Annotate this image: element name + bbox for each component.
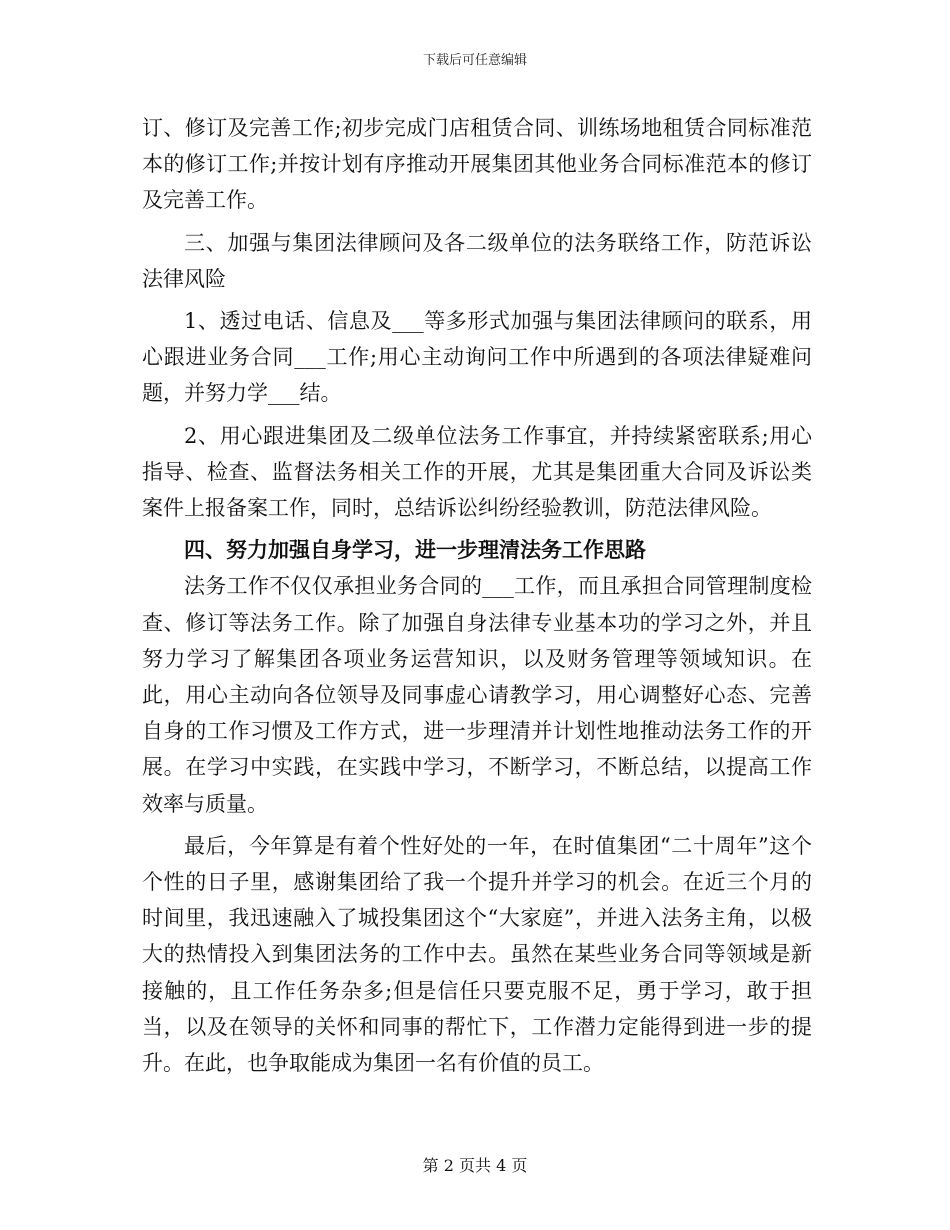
section-heading-four: 四、努力加强自身学习，进一步理清法务工作思路	[184, 537, 646, 563]
page-footer: 第 2 页共 4 页	[422, 1156, 528, 1175]
paragraph-continuation: 订、修订及完善工作;初步完成门店租赁合同、训练场地租赁合同标准范本的修订工作;并按计划有序推动开展集团其他业务合同标准范本的修订及完善工作。	[142, 116, 812, 213]
paragraph-item-1: 1、透过电话、信息及___等多形式加强与集团法律顾问的联系，用心跟进业务合同___工作;用心主动询问工作中所遇到的各项法律疑难问题，并努力学___结。	[142, 309, 812, 406]
paragraph-legal-work: 法务工作不仅仅承担业务合同的___工作，而且承担合同管理制度检查、修订等法务工作。除了加强自身法律专业基本功的学习之外，并且努力学习了解集团各项业务运营知识，以及财务管理等领域知识。在此，用心主动向各位领导及同事虚心请教学习，用心调整好心态、完善自身的工作习惯及工作方式，进一步理清并计划性地推动法务工作的开展。在学习中实践，在实践中学习，不断学习，不断总结，以提高工作效率与质量。	[142, 574, 812, 816]
document-body	[142, 110, 812, 1081]
paragraph-item-2: 2、用心跟进集团及二级单位法务工作事宜，并持续紧密联系;用心指导、检查、监督法务相关工作的开展，尤其是集团重大合同及诉讼类案件上报备案工作，同时，总结诉讼纠纷经验教训，防范法律风险。	[142, 423, 812, 521]
paragraph-conclusion: 最后，今年算是有着个性好处的一年，在时值集团“二十周年”这个个性的日子里，感谢集团给了我一个提升并学习的机会。在近三个月的时间里，我迅速融入了城投集团这个“大家庭”，并进入法务主角，以极大的热情投入到集团法务的工作中去。虽然在某些业务合同等领域是新接触的，且工作任务杂多;但是信任只要克服不足，勇于学习，敢于担当，以及在领导的关怀和同事的帮忙下，工作潜力定能得到进一步的提升。在此，也争取能成为集团一名有价值的员工。	[142, 833, 812, 1076]
page-header: 下载后可任意编辑	[422, 53, 527, 68]
section-heading-three: 三、加强与集团法律顾问及各二级单位的法务联络工作，防范诉讼法律风险	[142, 230, 812, 291]
